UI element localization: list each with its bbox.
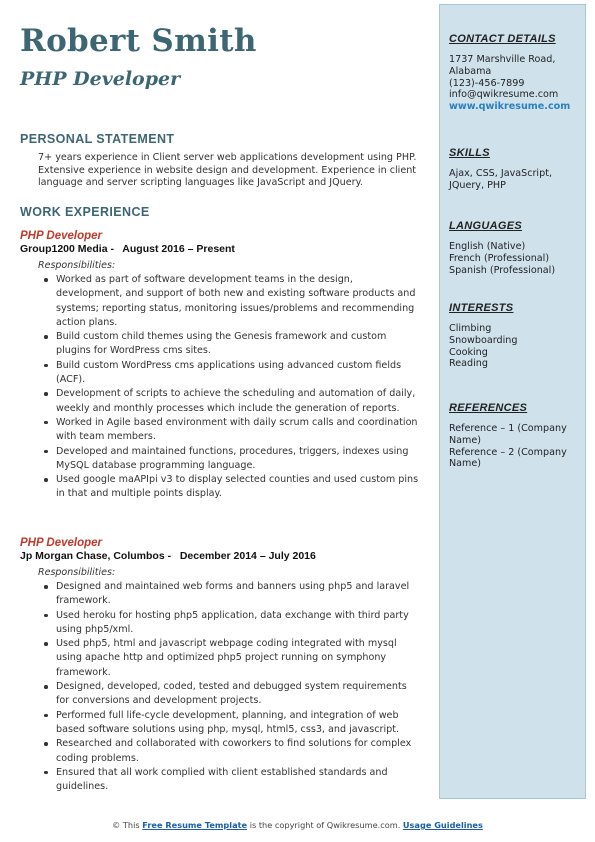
references-heading: REFERENCES [449,402,528,414]
list-item: Designed and maintained web forms and banners using php5 and laravel framework. [56,580,420,609]
usage-guidelines-link[interactable]: Usage Guidelines [402,820,483,830]
contact-address-line1: 1737 Marshville Road, [449,54,556,65]
list-item: Build custom WordPress cms applications using advanced custom fields (ACF). [56,359,420,388]
footer [0,820,595,830]
interests-list [449,323,581,370]
list-item: Reading [449,358,488,370]
contact-website-link[interactable]: www.qwikresume.com [449,101,571,113]
interests-heading: INTERESTS [449,302,514,314]
contact-email[interactable]: info@qwikresume.com [449,89,559,101]
job-entry [20,229,420,502]
list-item: Used heroku for hosting php5 application, data exchange with third party using php5/xml. [56,609,420,638]
list-item: Performed full life-cycle development, planning, and integration of web based software solutions using php, mysql, html5, css3, and javascript. [56,709,420,738]
contact-phone: (123)-456-7899 [449,77,525,89]
languages-heading: LANGUAGES [449,220,522,232]
list-item: Worked as part of software development teams in the design, development, and support of both new and existing software products and systems; reporting status, monitoring issues/problems and recommending action plans. [56,273,420,330]
list-item: Designed, developed, coded, tested and debugged system requirements for conversions and development projects. [56,680,420,709]
list-item: Climbing [449,323,492,334]
work-experience-heading: WORK EXPERIENCE [20,205,150,219]
footer-copyright-text: © This [112,820,140,830]
list-item: Reference – 2 (Company Name) [449,446,567,470]
skills-heading: SKILLS [449,147,490,159]
list-item: Ensured that all work complied with client established standards and guidelines. [56,766,420,795]
personal-statement-heading: PERSONAL STATEMENT [20,132,175,146]
footer-middle-text: is the copyright of Qwikresume.com. [249,820,401,830]
skills-text: Ajax, CSS, JavaScript, JQuery, PHP [449,168,553,191]
job-company-dates: Group1200 Media - August 2016 – Present [20,243,235,255]
candidate-title: PHP Developer [20,68,181,90]
list-item: Reference – 1 (Company Name) [449,423,567,446]
list-item: Worked in Agile based environment with daily scrum calls and coordination with team members. [56,416,420,445]
job-title: PHP Developer [20,230,103,242]
job-company-dates: Jp Morgan Chase, Columbos - December 2014 – July 2016 [20,550,316,562]
responsibilities-list [20,273,420,502]
references-list [449,423,581,470]
list-item: Cooking [449,346,488,358]
list-item: Used php5, html and javascript webpage coding integrated with mysql using apache http and optimized php5 project running on symphony framework. [56,637,420,680]
list-item: Used google maAPIpi v3 to display selected counties and used custom pins in that and multiple points display. [56,473,420,502]
list-item: Build custom child themes using the Genesis framework and custom plugins for WordPress cms sites. [56,330,420,359]
job-title: PHP Developer [20,537,103,549]
list-item: French (Professional) [449,252,550,264]
contact-details [449,54,581,113]
contact-heading: CONTACT DETAILS [449,33,556,45]
list-item: Developed and maintained functions, procedures, triggers, indexes using MySQL database programming language. [56,445,420,474]
list-item: Snowboarding [449,334,518,346]
list-item: English (Native) [449,241,526,252]
job-entry [20,536,420,794]
personal-statement-text: 7+ years experience in Client server web applications development using PHP. Extensive experience in website design and development. Experience in client language and server scripting languages like JavaScript and JQuery. [38,152,417,189]
candidate-name: Robert Smith [20,23,257,59]
languages-list [449,241,581,276]
list-item: Spanish (Professional) [449,264,556,276]
responsibilities-label: Responsibilities: [38,567,116,578]
contact-address-line2: Alabama [449,65,492,77]
list-item: Researched and collaborated with coworkers to find solutions for complex coding problems. [56,737,420,766]
responsibilities-label: Responsibilities: [38,260,116,271]
responsibilities-list [20,580,420,794]
free-resume-template-link[interactable]: Free Resume Template [142,820,248,830]
sidebar [439,4,586,799]
list-item: Development of scripts to achieve the scheduling and automation of daily, weekly and monthly processes which include the generation of reports. [56,387,420,416]
